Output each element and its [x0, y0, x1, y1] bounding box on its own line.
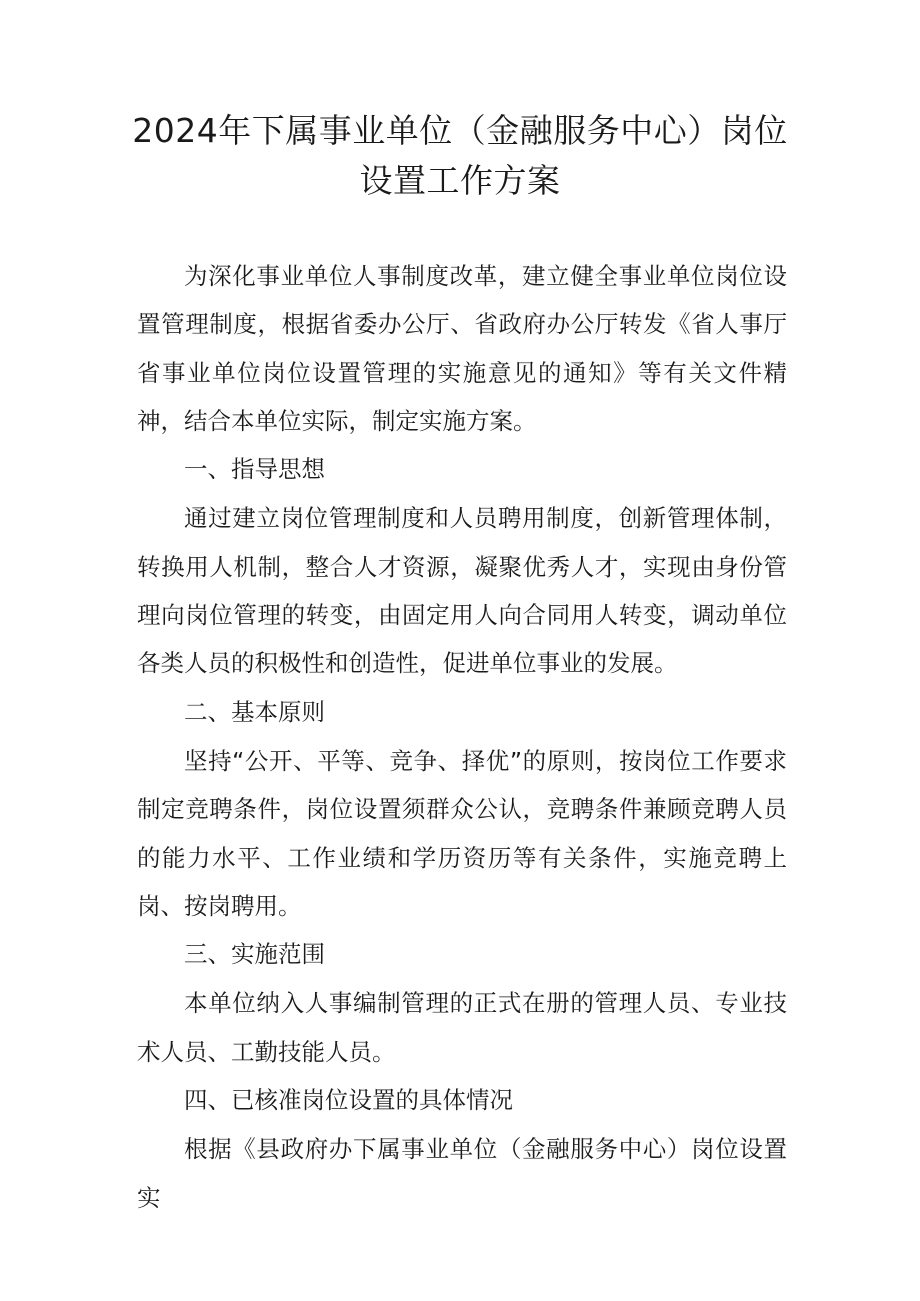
document-body: [137, 252, 787, 1222]
intro-paragraph: 为深化事业单位人事制度改革，建立健全事业单位岗位设置管理制度，根据省委办公厅、省政府办公厅转发《省人事厅省事业单位岗位设置管理的实施意见的通知》等有关文件精神，结合本单位实际，制定实施方案。: [137, 262, 787, 435]
document-title: 2024年下属事业单位（金融服务中心）岗位设置工作方案: [132, 111, 788, 200]
section-heading-approved-positions: 四、已核准岗位设置的具体情况: [184, 1086, 513, 1115]
section-paragraph-scope: 本单位纳入人事编制管理的正式在册的管理人员、专业技术人员、工勤技能人员。: [137, 989, 787, 1066]
section-heading-basic-principles: 二、基本原则: [184, 697, 325, 726]
section-heading-guiding-ideology: 一、指导思想: [184, 455, 325, 484]
section-paragraph-approved-positions: 根据《县政府办下属事业单位（金融服务中心）岗位设置实: [137, 1135, 787, 1212]
section-paragraph-guiding-ideology: 通过建立岗位管理制度和人员聘用制度，创新管理体制，转换用人机制，整合人才资源，凝聚优秀人才，实现由身份管理向岗位管理的转变，由固定用人向合同用人转变，调动单位各类人员的积极性和创造性，促进单位事业的发展。: [137, 504, 787, 678]
section-heading-scope: 三、实施范围: [184, 940, 325, 969]
section-paragraph-basic-principles: 坚持“公开、平等、竞争、择优”的原则，按岗位工作要求制定竞聘条件，岗位设置须群众公认，竞聘条件兼顾竞聘人员的能力水平、工作业绩和学历资历等有关条件，实施竞聘上岗、按岗聘用。: [137, 746, 787, 920]
